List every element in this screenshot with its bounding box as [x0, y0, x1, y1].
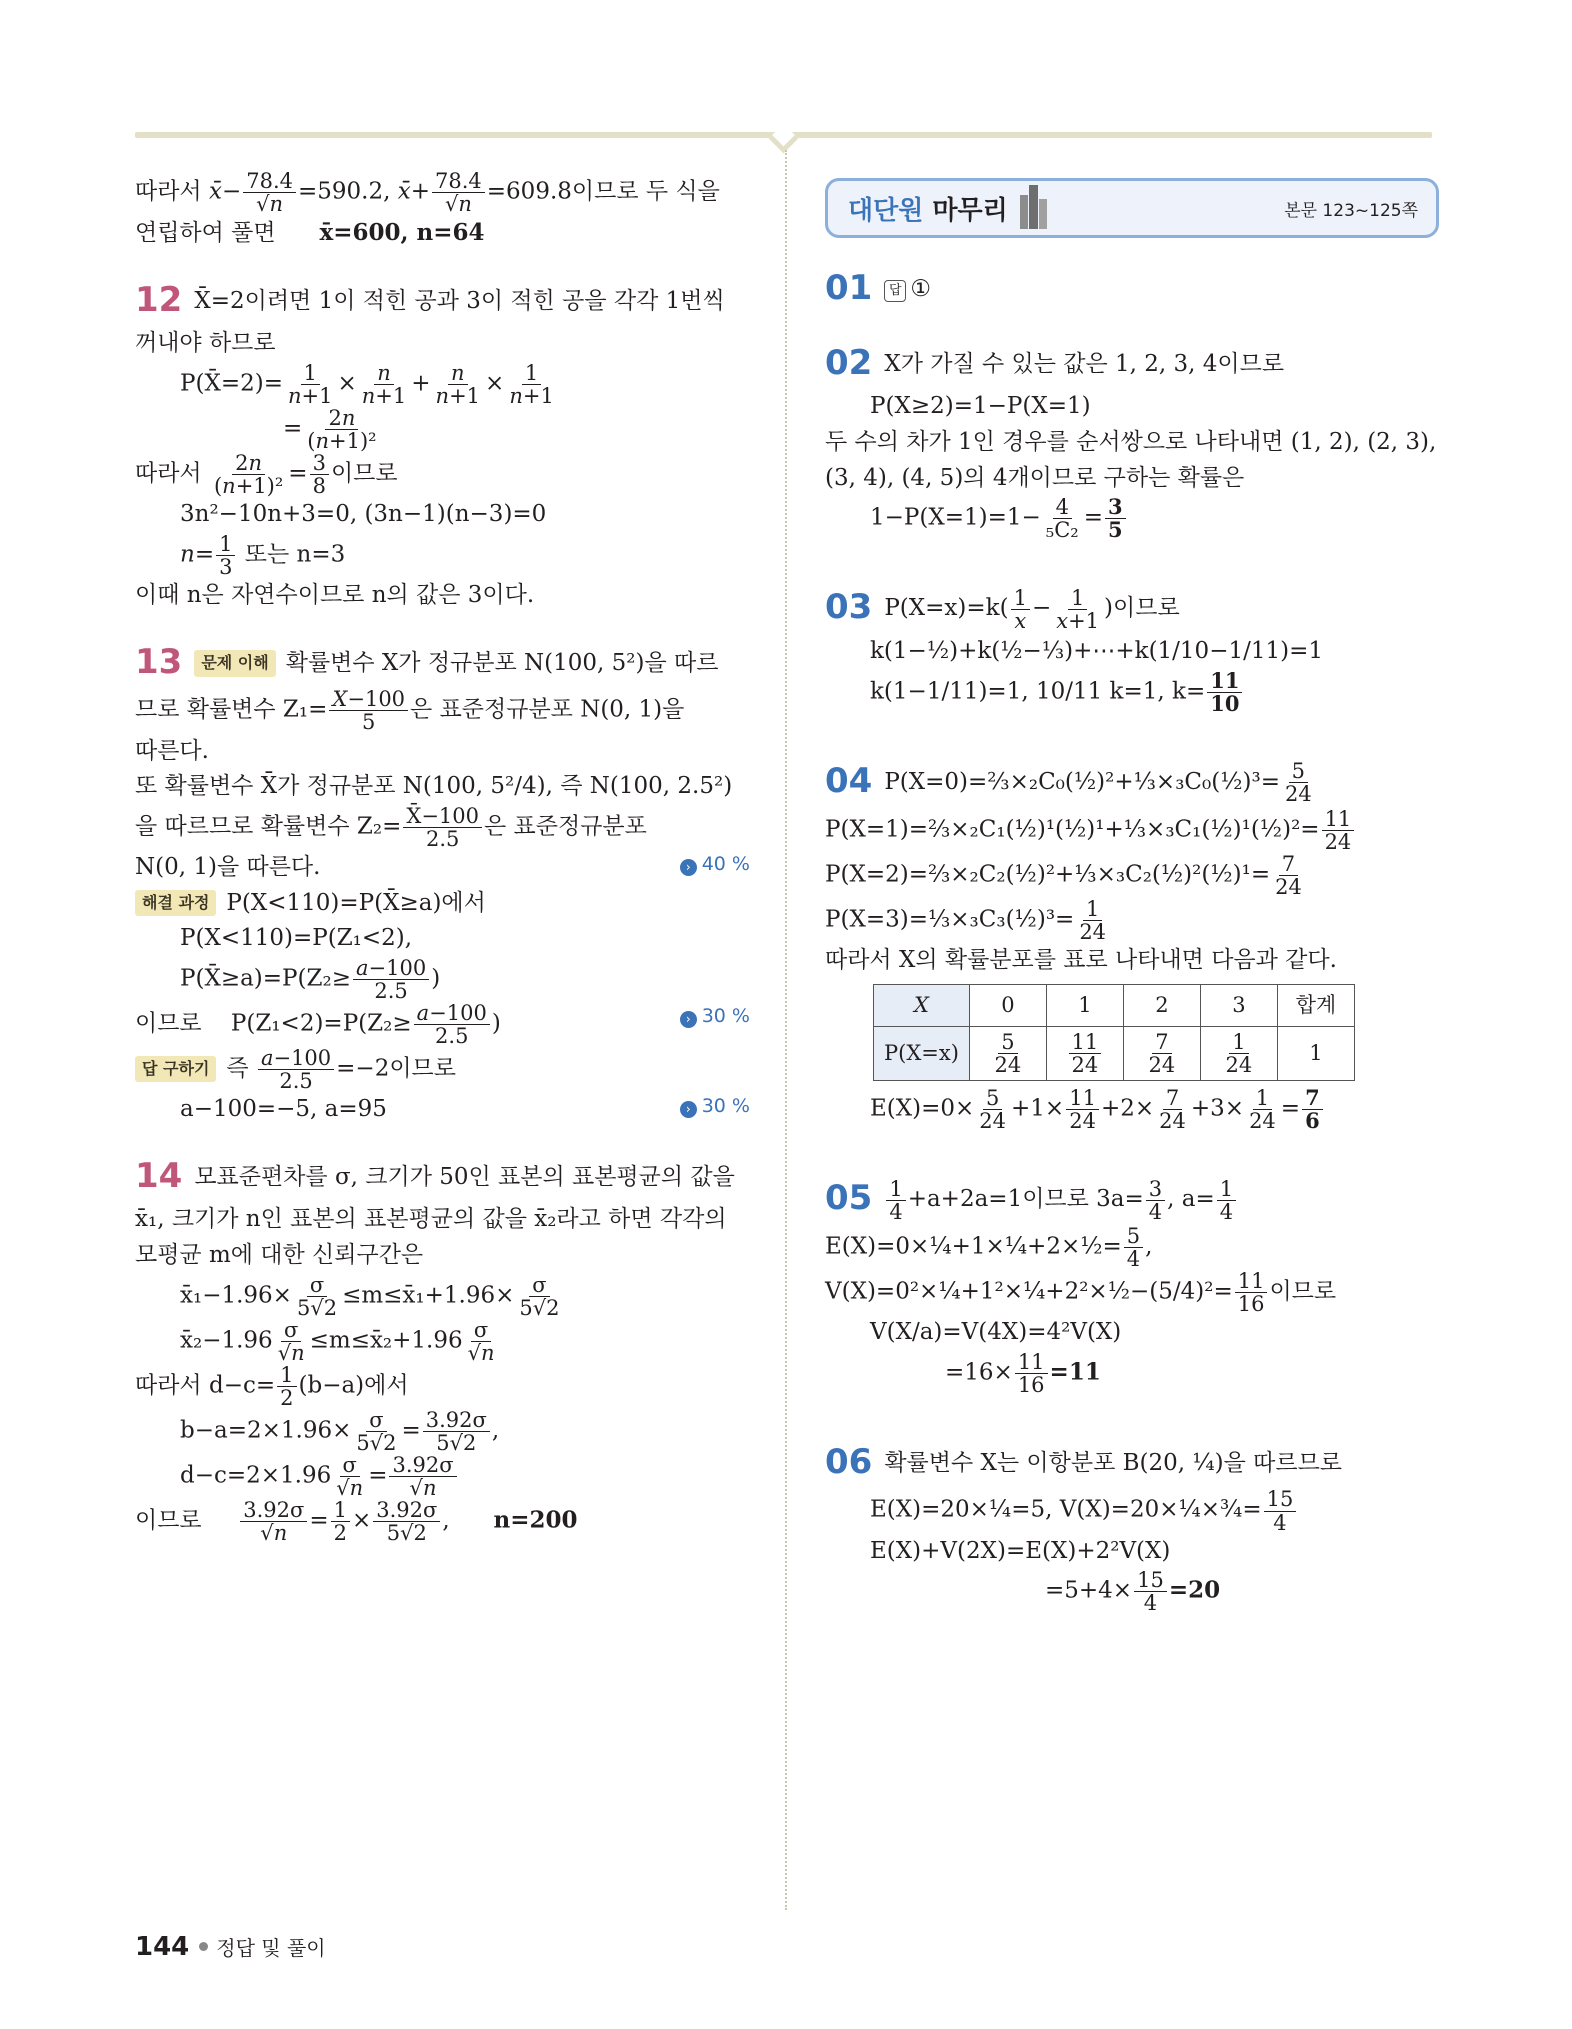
question-02: 02 X가 가질 수 있는 값은 1, 2, 3, 4이므로: [825, 342, 1285, 383]
building-icon: [1016, 181, 1050, 229]
text-line: 해결 과정 P(X<110)=P(X̄≥a)에서: [135, 886, 750, 922]
equation: x̄₂−1.96 $\frac{\sigma}{√n}$ ≤m≤x̄₂+1.96 $\frac{\sigma}{√n}$: [180, 1317, 495, 1365]
text-line: 연립하여 풀면 x̄=600, n=64: [135, 219, 485, 247]
equation: P(X≥2)=1−P(X=1): [870, 393, 1091, 420]
equation: E(X)+V(2X)=E(X)+2²V(X): [870, 1537, 1171, 1564]
equation: P(X=1)=⅔×₂C₁(½)¹(½)¹+⅓×₃C₁(½)¹(½)²= $\frac{11}{24}$: [825, 808, 1435, 853]
equation: = $\frac{2n}{\text{(n+1)²}}$: [283, 406, 377, 454]
question-03: 03 P(X=x)=k( $\frac{1}{x}$ − $\frac{1}{x+1}$ )이므로: [825, 585, 1180, 633]
question-number: 03: [825, 587, 873, 628]
equation: 이므로 $\frac{3.92\sigma}{√n}$ = $\frac{1}{2}$ × $\frac{3.92\sigma}{5√2}$ , n=200: [135, 1498, 578, 1546]
question-number: 02: [825, 342, 873, 383]
equation: 3n²−10n+3=0, (3n−1)(n−3)=0: [180, 501, 547, 528]
equation: a−100=−5, a=95 › 30 %: [135, 1092, 750, 1128]
text-line: 두 수의 차가 1인 경우를 순서쌍으로 나타내면 (1, 2), (2, 3),: [825, 429, 1437, 456]
question-01: 01 답 ①: [825, 268, 931, 308]
question-06: 06 확률변수 X는 이항분포 B(20, ¼)을 따르므로: [825, 1441, 1343, 1482]
equation: E(X)=20×¼=5, V(X)=20×¼×¾= $\frac{15}{4}$: [825, 1488, 1435, 1533]
question-number: 13: [135, 641, 183, 682]
page-number: 144: [135, 1932, 190, 1962]
text-line: 이때 n은 자연수이므로 n의 값은 3이다.: [135, 582, 535, 609]
equation: E(X)=0×¼+1×¼+2×½= $\frac{5}{4}$ ,: [825, 1223, 1153, 1271]
question-number: 06: [825, 1441, 873, 1482]
top-rule-notch: [769, 124, 799, 154]
right-column: [825, 262, 1435, 1614]
left-column: [135, 170, 750, 1544]
step-tag: 답 구하기: [135, 1056, 216, 1083]
text-line: 므로 확률변수 Z₁= $\frac{X-100}{5}$ 은 표준정규분포 N(0, 1)을: [135, 687, 685, 735]
equation: V(X)=0²×¼+1²×¼+2²×½−(5/4)²= $\frac{11}{16}$ 이므로: [825, 1268, 1337, 1316]
question-number: 14: [135, 1155, 183, 1196]
table-cell: 1: [1277, 1026, 1354, 1080]
equation: P(X̄=2)= $\frac{1}{n+1}$ × $\frac{n}{n+1}$ + $\frac{n}{n+1}$ × $\frac{1}{n+1}$: [180, 361, 554, 409]
section-header: [825, 178, 1439, 238]
chevron-right-icon: ›: [680, 1101, 697, 1118]
score-percent: › 40 %: [680, 850, 750, 879]
equation: V(X/a)=V(4X)=4²V(X): [870, 1319, 1122, 1346]
equation: P(X=3)=⅓×₃C₃(½)³= $\frac{1}{24}$: [825, 896, 1107, 944]
question-13: 13 문제 이해 확률변수 X가 정규분포 N(100, 5²)을 따르: [135, 641, 719, 682]
text-line: 을 따르므로 확률변수 Z₂= $\frac{X̄-100}{2.5}$ 은 표준정규분포: [135, 803, 647, 851]
chevron-right-icon: ›: [680, 1011, 697, 1028]
equation: P(X<110)=P(Z₁<2),: [180, 925, 413, 952]
distribution-table: [873, 984, 1355, 1081]
equation: P(X=2)=⅔×₂C₂(½)²+⅓×₃C₂(½)²(½)¹= $\frac{7}{24}$: [825, 851, 1302, 899]
equation: k(1−1/11)=1, 10/11 k=1, k= $\frac{11}{10}$: [825, 670, 1435, 715]
equation: =16× $\frac{11}{16}$ =11: [945, 1349, 1101, 1397]
equation: n= $\frac{1}{3}$ 또는 n=3: [180, 531, 346, 580]
column-divider: [785, 150, 787, 1910]
score-percent: › 30 %: [680, 1092, 750, 1121]
question-number: 01: [825, 268, 873, 308]
table-header: 3: [1200, 985, 1277, 1027]
bullet-icon: [199, 1942, 208, 1951]
question-14: 14 모표준편차를 σ, 크기가 50인 표본의 표본평균의 값을: [135, 1155, 735, 1196]
score-percent: › 30 %: [680, 1002, 750, 1031]
table-row-label: P(X=x): [874, 1026, 970, 1080]
table-cell: $\frac{5}{24}$: [969, 1026, 1046, 1080]
text-line: 따라서 x̄− $\frac{78.4}{√n}$ =590.2, x̄+ $\frac{78.4}{√n}$ =609.8이므로 두 식을: [135, 169, 720, 217]
table-cell: $\frac{7}{24}$: [1123, 1026, 1200, 1080]
table-header: X: [874, 985, 970, 1027]
text-line: 따라서 X의 확률분포를 표로 나타내면 다음과 같다.: [825, 946, 1337, 973]
equation: 따라서 d−c= $\frac{1}{2}$ (b−a)에서: [135, 1362, 409, 1410]
table-header: 합계: [1277, 985, 1354, 1027]
text-line: 꺼내야 하므로: [135, 330, 276, 357]
step-tag: 해결 과정: [135, 890, 216, 917]
equation: 따라서 $\frac{2n}{\text{(n+1)²}}$ = $\frac{3}{8}$ 이므로: [135, 451, 398, 499]
equation: P(X̄≥a)=P(Z₂≥ $\frac{a-100}{2.5}$ ): [180, 955, 441, 1003]
equation: =5+4× $\frac{15}{4}$ =20: [1045, 1568, 1221, 1616]
table-header: 1: [1046, 985, 1123, 1027]
text-line: 또 확률변수 X̄가 정규분포 N(100, 5²/4), 즉 N(100, 2.5²): [135, 773, 733, 800]
question-number: 05: [825, 1178, 873, 1219]
table-cell: $\frac{1}{24}$: [1200, 1026, 1277, 1080]
equation: 1−P(X=1)=1− $\frac{4}{\text{₅C₂}}$ = $\frac{3}{5}$: [825, 496, 1435, 541]
equation: E(X)=0× $\frac{5}{24}$ +1× $\frac{11}{24}$ +2× $\frac{7}{24}$ +3× $\frac{1}{24}$ = $\frac{7}{6}$: [825, 1087, 1435, 1132]
equation: x̄₁−1.96× $\frac{\sigma}{5√2}$ ≤m≤x̄₁+1.96× $\frac{\sigma}{5√2}$: [180, 1272, 560, 1320]
question-05: 05 $\frac{1}{4}$ +a+2a=1이므로 3a= $\frac{3}{4}$ , a= $\frac{1}{4}$: [825, 1172, 1435, 1225]
table-cell: $\frac{11}{24}$: [1046, 1026, 1123, 1080]
equation: b−a=2×1.96× $\frac{\sigma}{5√2}$ = $\frac{3.92\sigma}{5√2}$ ,: [180, 1407, 500, 1456]
page-footer: [135, 1932, 326, 1962]
chevron-right-icon: ›: [680, 859, 697, 876]
question-12: 12 X̄=2이려면 1이 적힌 공과 3이 적힌 공을 각각 1번씩: [135, 279, 725, 320]
table-header: 0: [969, 985, 1046, 1027]
step-tag: 문제 이해: [194, 650, 275, 677]
question-04: 04 P(X=0)=⅔×₂C₀(½)²+⅓×₃C₀(½)³= $\frac{5}{24}$: [825, 759, 1312, 807]
question-number: 04: [825, 760, 873, 801]
table-header: 2: [1123, 985, 1200, 1027]
text-line: 모평균 m에 대한 신뢰구간은: [135, 1242, 424, 1269]
section-title: 대단원 마무리: [848, 196, 1008, 226]
text-line: 답 구하기 즉 $\frac{a-100}{2.5}$ =−2이므로: [135, 1047, 750, 1092]
equation: 이므로 P(Z₁<2)=P(Z₂≥ $\frac{a-100}{2.5}$ ) › 30 %: [135, 1000, 750, 1048]
equation: d−c=2×1.96 $\frac{\sigma}{√n}$ = $\frac{3.92\sigma}{√n}$: [135, 1454, 750, 1499]
text-line: x̄₁, 크기가 n인 표본의 표본평균의 값을 x̄₂라고 하면 각각의: [135, 1206, 727, 1233]
text-line: (3, 4), (4, 5)의 4개이므로 구하는 확률은: [825, 464, 1245, 491]
text-line: N(0, 1)을 따른다. › 40 %: [135, 850, 750, 886]
text-line: 따른다.: [135, 737, 209, 764]
page-range: 본문 123~125쪽: [1284, 201, 1418, 221]
question-number: 12: [135, 279, 183, 320]
answer-icon: 답: [884, 280, 906, 302]
footer-label: 정답 및 풀이: [216, 1936, 326, 1960]
equation: k(1−½)+k(½−⅓)+⋯+k(1/10−1/11)=1: [870, 638, 1323, 665]
